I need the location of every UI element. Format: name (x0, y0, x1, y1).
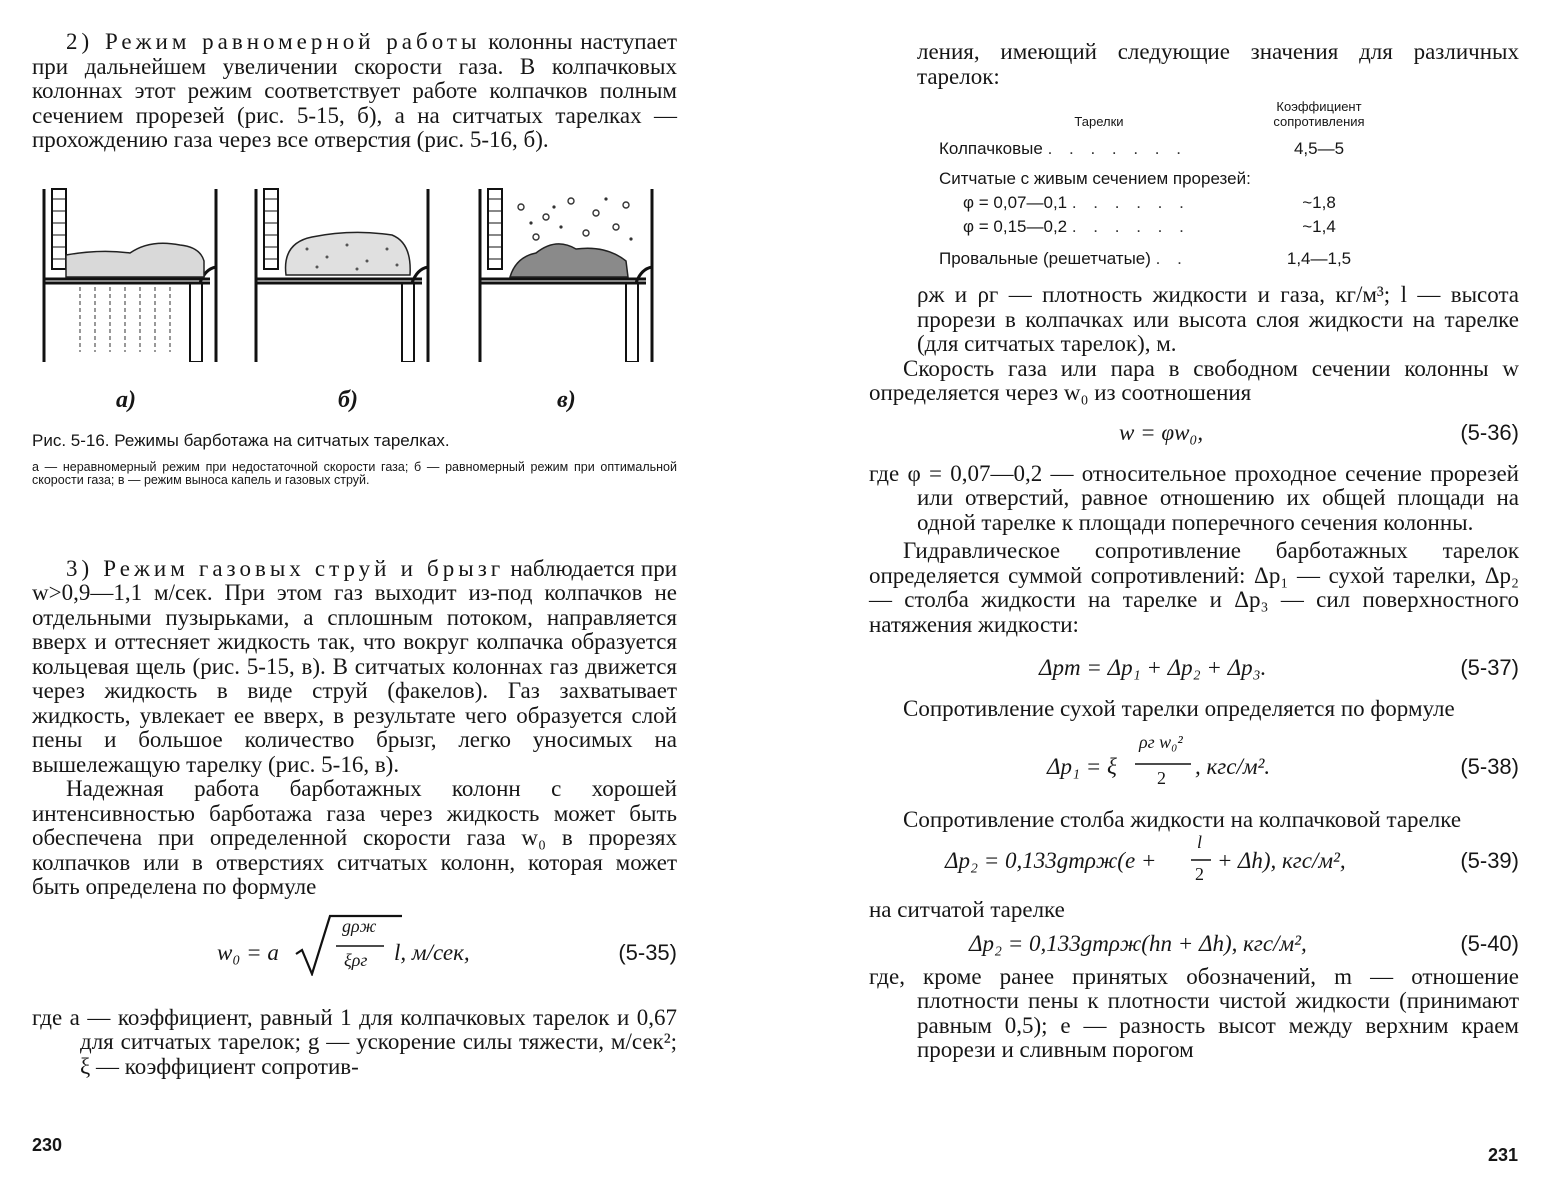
page-number-right: 231 (1487, 1145, 1518, 1165)
row-value: 4,5—5 (1293, 139, 1345, 158)
paragraph-hydraulic-resistance: Гидравлическое сопротивление барботажных тарелок определяется суммой сопротивлений: Δp₁ — сухой тарелки, Δp₂ — столба жидкости на тарелке и Δp₃ — сил поверхностного натяжения жидкости: (869, 538, 1519, 637)
fraction-bar (1135, 762, 1191, 766)
table-row (939, 215, 1379, 239)
equation-number: (5-40) (1460, 930, 1519, 956)
paragraph-where-m: где, кроме ранее принятых обозначений, m — отношение плотности пены к плотности чистой жидкости (принимают равным 0,5); e — разность высот между верхним краем прорези и сливным порогом (869, 963, 1519, 1062)
section-heading: 2) Режим равномерной работы (66, 29, 481, 54)
table-row (939, 137, 1379, 161)
page-number-left: 230 (32, 1135, 63, 1155)
formula-lhs: Δp₂ = 0,133gmρж(e + (945, 848, 1157, 873)
panel-label-b: б) (338, 386, 358, 413)
paragraph-gas-velocity: Скорость газа или пара в свободном сечении колонны w определяется через w₀ из соотношения (869, 355, 1519, 405)
paragraph-text: колонны наступает при дальнейшем увеличении скорости газа. В колпачковых колоннах этот режим соответствует работе колпачков полным сечением прорезей (рис. 5-15, б), а на ситчатых тарелках — прохождению газа через все отверстия (рис. 5-16, б). (32, 29, 677, 152)
formula-denominator: ξρг (344, 949, 368, 970)
formula-numerator: gρж (342, 915, 377, 936)
formula-expression: Δp₂ = 0,133gmρж(hп + Δh), кгс/м², (969, 930, 1307, 956)
right-column (869, 40, 1519, 1063)
formula-5-39 (869, 832, 1519, 894)
row-name: φ = 0,15—0,2 (963, 217, 1068, 236)
paragraph-text: наблюдается при w>0,9—1,1 м/сек. При этом газ выходит из-под колпачков не отдельными пузырьками, а сплошным потоком, направляется вверх и оттесняет жидкость так, что вокруг колпачка образуется кольцевая щель (рис. 5-15, в). В ситчатых колоннах газ движется через жидкость в виде струй (факелов). Газ захватывает жидкость, увлекает ее вверх, в результате чего образуется слой пены и большое количество брызг, легко уносимых на вышележащую тарелку (рис. 5-16, в). (32, 555, 678, 777)
figure-legend: а — неравномерный режим при недостаточной скорости газа; б — равномерный режим при оптимальной скорости газа; в — режим выноса капель и газовых струй. (32, 459, 677, 487)
formula-expression: Δpт = Δp₁ + Δp₂ + Δp₃. (1039, 655, 1267, 680)
row-dots: . . . . . . (1071, 217, 1190, 236)
right-page (773, 0, 1546, 1190)
paragraph-jets-mode (32, 557, 677, 778)
row-value: 1,4—1,5 (1286, 249, 1352, 268)
resistance-coefficient-table (939, 99, 1379, 271)
formula-5-40 (869, 925, 1519, 963)
panel-c-diagram (476, 187, 656, 362)
formula-denominator: 2 (1157, 767, 1166, 788)
panel-b-diagram (252, 187, 432, 362)
table-row (939, 239, 1379, 271)
paragraph-sieve-tray: на ситчатой тарелке (869, 897, 1065, 922)
row-name: Ситчатые с живым сечением прорезей: (939, 169, 1251, 188)
paragraph-liquid-column: Сопротивление столба жидкости на колпачковой тарелке (903, 806, 1462, 832)
panel-label-c: в) (557, 386, 576, 413)
equation-number: (5-36) (1460, 419, 1519, 445)
paragraph-where-phi: где φ = 0,07—0,2 — относительное проходное сечение прорезей или отверстий, равное отношению их общей площади на одной тарелке к площади поперечного сечения колонны. (869, 460, 1519, 535)
equation-number: (5-38) (1460, 753, 1519, 779)
table-header-coefficient: Коэффициент сопротивления (1273, 99, 1365, 129)
panel-a-diagram (40, 187, 220, 362)
paragraph-reliable-operation: Надежная работа барботажных колонн с хорошей интенсивностью барботажа газа через жидкость может быть обеспечена при определенной скорости газа w₀ в прорезях колпачков или в отверстиях ситчатых колонн, которая может быть определена по формуле (32, 776, 677, 899)
row-dots: . . . . . . (1071, 193, 1190, 212)
section-heading: 3) Режим газовых струй и брызг (66, 555, 505, 581)
figure-panel-labels (32, 387, 677, 417)
row-value: ~1,4 (1302, 217, 1336, 236)
row-dots: . . . . . . . (1047, 139, 1187, 158)
formula-numerator: ρг w₀² (1139, 731, 1183, 752)
paragraph-continuation: ления, имеющий следующие значения для различных тарелок: (917, 39, 1519, 89)
row-value: ~1,8 (1302, 193, 1336, 212)
figure-5-16 (32, 187, 677, 387)
table-header-trays: Тарелки (1074, 114, 1124, 129)
formula-5-37 (869, 645, 1519, 689)
row-name: φ = 0,07—0,1 (963, 193, 1068, 212)
left-column (32, 30, 677, 1079)
formula-expression: w = φw₀, (1119, 419, 1204, 445)
paragraph-where-a: где a — коэффициент, равный 1 для колпачковых тарелок и 0,67 для ситчатых тарелок; g — ускорение силы тяжести, м/сек²; ξ — коэффициент сопротив- (32, 1004, 677, 1079)
equation-number: (5-39) (1460, 848, 1519, 873)
formula-tail: + Δh), кгс/м², (1217, 848, 1346, 873)
equation-number: (5-35) (618, 939, 677, 965)
row-dots: . . (1155, 249, 1188, 268)
paragraph-densities: ρж и ρг — плотность жидкости и газа, кг/м³; l — высота прорези в колпачках или высота слоя жидкости на тарелке (для ситчатых тарелок), м. (917, 282, 1519, 356)
formula-5-36 (869, 412, 1519, 456)
paragraph-uniform-mode (32, 30, 677, 153)
row-value (1259, 161, 1379, 191)
formula-5-38 (869, 728, 1519, 802)
panel-label-a: а) (116, 386, 136, 413)
paragraph-dry-tray: Сопротивление сухой тарелки определяется по формуле (903, 696, 1455, 721)
formula-lhs: Δp₁ = ξ (1047, 753, 1117, 779)
row-name: Колпачковые (939, 139, 1043, 158)
formula-5-35 (32, 910, 677, 990)
formula-numerator: l (1197, 832, 1203, 852)
equation-number: (5-37) (1460, 655, 1519, 680)
fraction-bar (1191, 858, 1211, 862)
row-name: Провальные (решетчатые) (939, 249, 1151, 268)
formula-denominator: 2 (1195, 864, 1204, 884)
figure-caption: Рис. 5-16. Режимы барботажа на ситчатых тарелках. (32, 430, 450, 450)
table-row (939, 191, 1379, 215)
formula-lhs: w₀ = a (217, 939, 279, 965)
formula-tail: , кгс/м². (1195, 753, 1271, 779)
table-row (939, 161, 1379, 191)
formula-tail: l, м/сек, (394, 939, 470, 965)
